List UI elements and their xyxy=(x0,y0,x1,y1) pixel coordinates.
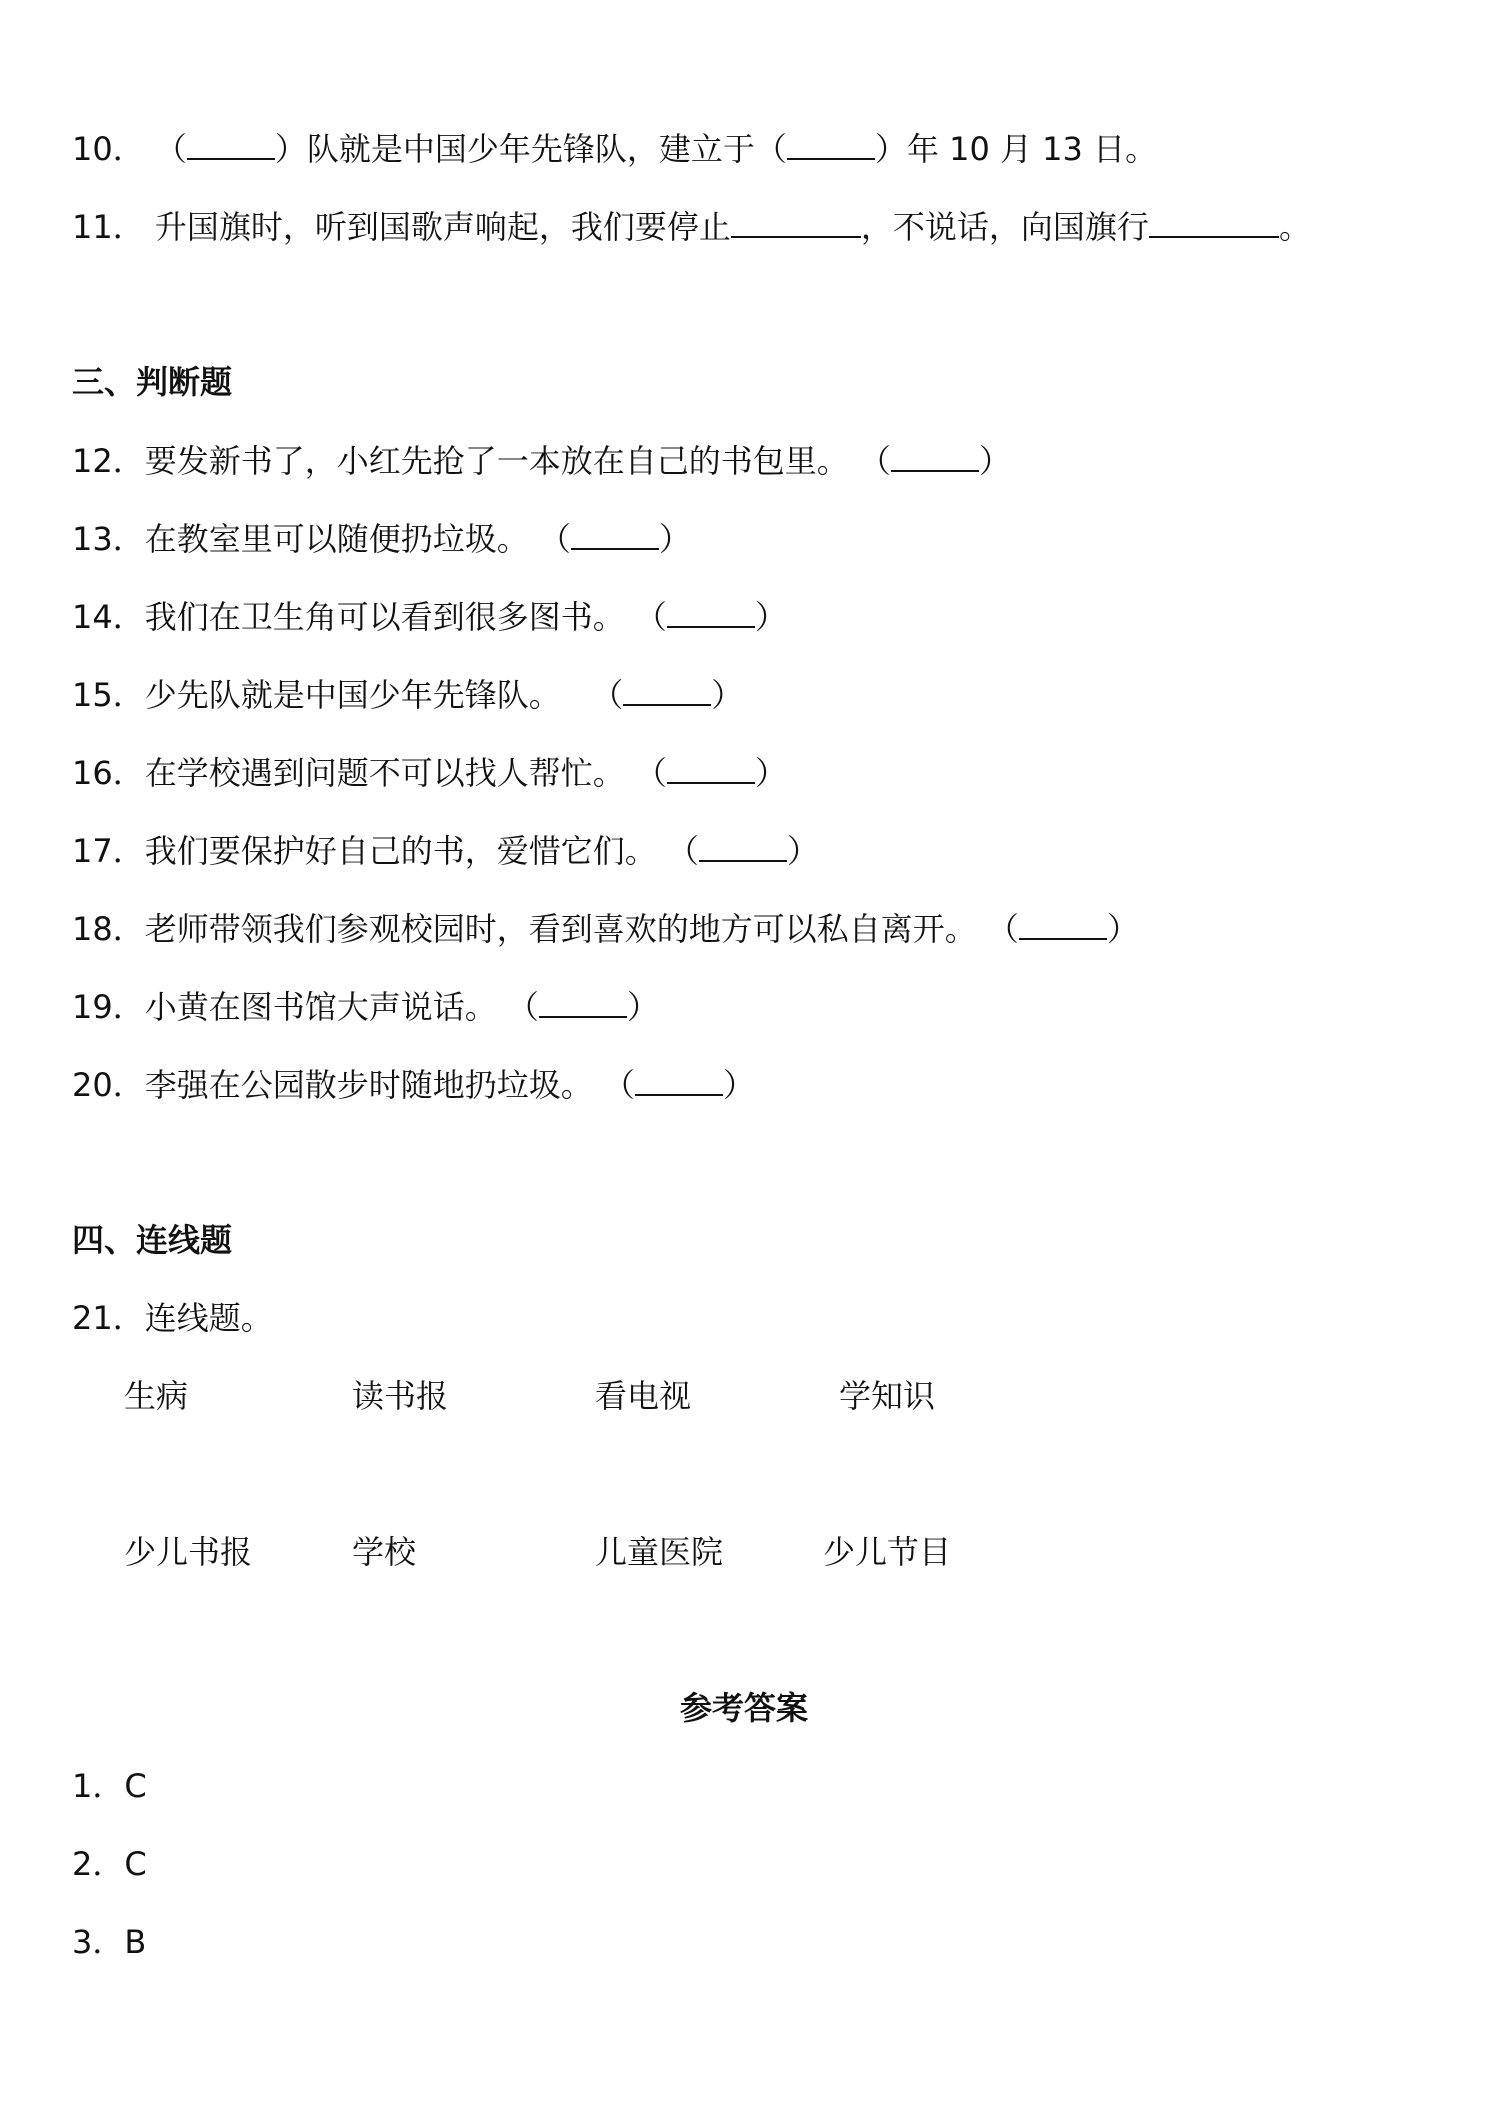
open-paren: （ xyxy=(602,1066,635,1104)
open-paren: （ xyxy=(581,676,624,714)
question-number: 16． xyxy=(72,754,145,792)
answer-number: 3． xyxy=(72,1923,125,1961)
close-paren: ） xyxy=(754,598,787,636)
question-number: 21． xyxy=(72,1299,145,1337)
close-paren: ） xyxy=(711,676,744,714)
question-14 xyxy=(72,596,787,637)
section-heading-match: 四、连线题 xyxy=(72,1221,233,1259)
question-text: ，不说话，向国旗行 xyxy=(860,208,1149,246)
answer-blank[interactable] xyxy=(635,1064,723,1096)
open-paren: （ xyxy=(634,754,667,792)
answer-blank[interactable] xyxy=(667,596,755,628)
question-text: 我们要保护好自己的书，爱惜它们。 xyxy=(144,832,657,870)
match-top-item[interactable]: 生病 xyxy=(124,1377,189,1415)
question-text: 老师带领我们参观校园时，看到喜欢的地方可以私自离开。 xyxy=(144,910,977,948)
answers-title: 参考答案 xyxy=(679,1689,808,1727)
question-number: 20． xyxy=(72,1066,145,1104)
question-11 xyxy=(72,206,1311,247)
question-number: 19． xyxy=(72,988,145,1026)
open-paren: （ xyxy=(986,910,1019,948)
match-top-item[interactable]: 看电视 xyxy=(595,1377,692,1415)
answer-item xyxy=(72,1766,147,1806)
question-text: 升国旗时，听到国歌声响起，我们要停止 xyxy=(154,208,731,246)
question-text: （ xyxy=(154,130,187,168)
question-number: 11． xyxy=(72,208,145,246)
match-top-item[interactable]: 读书报 xyxy=(352,1377,449,1415)
question-text: ）年 10 月 13 日。 xyxy=(874,130,1158,168)
answer-number: 2． xyxy=(72,1845,125,1883)
question-18 xyxy=(72,908,1139,949)
section-heading-judge: 三、判断题 xyxy=(72,363,233,401)
question-number: 13． xyxy=(72,520,145,558)
answer-blank[interactable] xyxy=(187,128,275,160)
answer-number: 1． xyxy=(72,1767,125,1805)
match-bottom-item[interactable]: 少儿书报 xyxy=(124,1533,253,1571)
answer-blank[interactable] xyxy=(787,128,875,160)
close-paren: ） xyxy=(978,442,1011,480)
question-20 xyxy=(72,1064,755,1105)
open-paren: （ xyxy=(506,988,539,1026)
close-paren: ） xyxy=(626,988,659,1026)
question-text: 小黄在图书馆大声说话。 xyxy=(144,988,497,1026)
question-text: 李强在公园散步时随地扔垃圾。 xyxy=(144,1066,593,1104)
match-bottom-item[interactable]: 儿童医院 xyxy=(595,1533,724,1571)
open-paren: （ xyxy=(538,520,571,558)
answer-blank[interactable] xyxy=(571,518,659,550)
answer-blank[interactable] xyxy=(891,440,979,472)
question-number: 12． xyxy=(72,442,145,480)
question-12 xyxy=(72,440,1011,481)
question-number: 18． xyxy=(72,910,145,948)
close-paren: ） xyxy=(754,754,787,792)
open-paren: （ xyxy=(634,598,667,636)
question-text: 少先队就是中国少年先锋队。 xyxy=(144,676,561,714)
question-text: 我们在卫生角可以看到很多图书。 xyxy=(144,598,625,636)
answer-value: B xyxy=(124,1923,147,1961)
question-16 xyxy=(72,752,787,793)
answer-blank[interactable] xyxy=(539,986,627,1018)
question-number: 15． xyxy=(72,676,145,714)
question-17 xyxy=(72,830,819,871)
question-text: 要发新书了，小红先抢了一本放在自己的书包里。 xyxy=(144,442,849,480)
question-text: 在学校遇到问题不可以找人帮忙。 xyxy=(144,754,625,792)
match-bottom-item[interactable]: 少儿节目 xyxy=(823,1533,952,1571)
match-bottom-item[interactable]: 学校 xyxy=(352,1533,417,1571)
question-10 xyxy=(72,128,1157,169)
question-text: 。 xyxy=(1278,208,1311,246)
open-paren: （ xyxy=(858,442,891,480)
question-15 xyxy=(72,674,743,715)
answer-item xyxy=(72,1922,146,1962)
answer-blank[interactable] xyxy=(699,830,787,862)
answer-blank[interactable] xyxy=(731,206,861,238)
open-paren: （ xyxy=(666,832,699,870)
close-paren: ） xyxy=(1106,910,1139,948)
question-number: 14． xyxy=(72,598,145,636)
question-text: 在教室里可以随便扔垃圾。 xyxy=(144,520,529,558)
answer-blank[interactable] xyxy=(623,674,711,706)
answer-blank[interactable] xyxy=(1019,908,1107,940)
question-21 xyxy=(72,1298,273,1338)
question-text: 连线题。 xyxy=(144,1299,273,1337)
question-13 xyxy=(72,518,691,559)
answer-blank[interactable] xyxy=(667,752,755,784)
match-top-item[interactable]: 学知识 xyxy=(839,1377,936,1415)
answer-value: C xyxy=(124,1845,147,1883)
question-text: ）队就是中国少年先锋队，建立于（ xyxy=(274,130,787,168)
answer-item xyxy=(72,1844,147,1884)
close-paren: ） xyxy=(722,1066,755,1104)
close-paren: ） xyxy=(658,520,691,558)
answer-value: C xyxy=(124,1767,147,1805)
close-paren: ） xyxy=(786,832,819,870)
question-number: 10． xyxy=(72,130,145,168)
question-number: 17． xyxy=(72,832,145,870)
question-19 xyxy=(72,986,659,1027)
answer-blank[interactable] xyxy=(1149,206,1279,238)
